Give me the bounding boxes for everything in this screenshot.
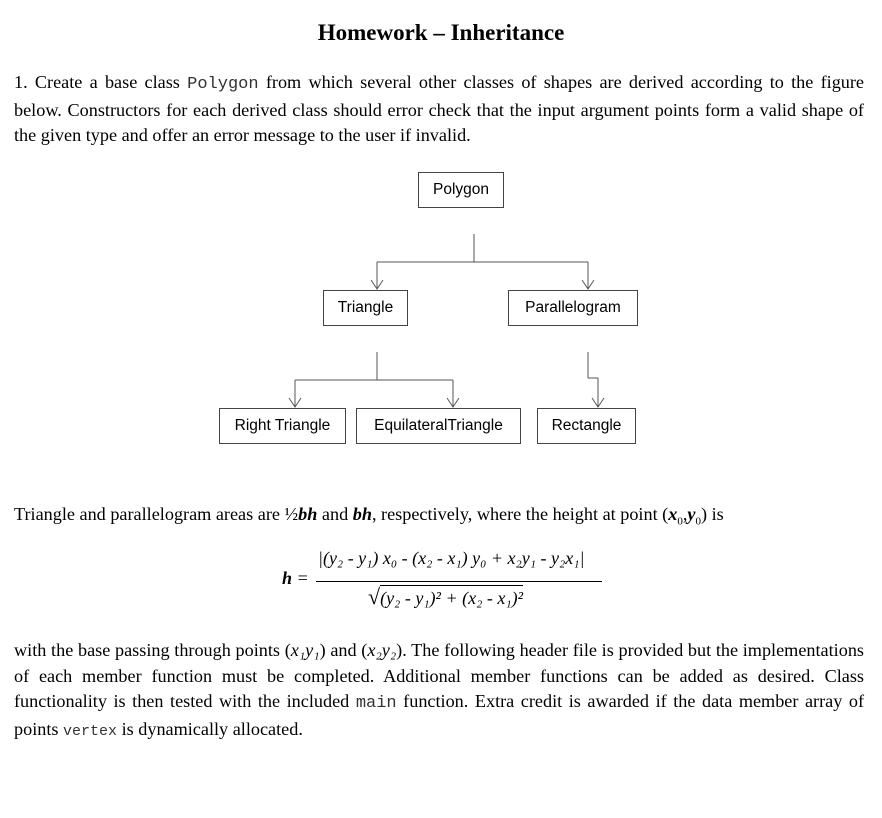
area-comma: , <box>682 504 688 524</box>
page-title: Homework – Inheritance <box>317 20 565 45</box>
fraction-bar <box>316 581 602 582</box>
height-formula <box>260 544 620 624</box>
area-description <box>14 502 864 535</box>
triangle-class-box: Triangle <box>323 290 408 326</box>
right-triangle-class-box: Right Triangle <box>219 408 346 444</box>
area-text-3: ) is <box>700 504 724 524</box>
y0-subscript: 0 <box>695 515 701 528</box>
parallelogram-class-box: Parallelogram <box>508 290 638 326</box>
formula-lhs: h = <box>282 568 309 588</box>
bh-term: bh <box>298 504 318 524</box>
y0-var: y <box>687 504 696 524</box>
polygon-class-box: Polygon <box>418 172 504 208</box>
half-symbol: ½ <box>284 504 299 524</box>
closing-text-2: ) and ( <box>319 640 368 660</box>
polygon-class-code: Polygon <box>187 75 259 94</box>
closing-text-1: with the base passing through points ( <box>14 640 291 660</box>
vertex-member-code: vertex <box>63 722 118 740</box>
sqrt-icon: √ <box>368 584 381 609</box>
point-2: x₂y₂ <box>367 640 397 660</box>
intro-prefix: 1. Create a base class <box>14 72 188 92</box>
area-and: and <box>317 504 353 524</box>
closing-text-3: ). The following header file is provided but the implementations of each member function must be completed. Additional member functions can be added as desired. Class functionality is then tested with the included <box>14 640 864 711</box>
point-1: x₁y₁ <box>290 640 320 660</box>
closing-text-5: is dynamically allocated. <box>117 718 303 739</box>
formula-numerator: |(y₂ - y₁) x₀ - (x₂ - x₁) y₀ + x₂y₁ - y₂x₁| <box>318 548 585 568</box>
area-text-2: , respectively, where the height at point ( <box>371 504 669 524</box>
area-text-1: Triangle and parallelogram areas are <box>14 504 285 524</box>
x0-subscript: 0 <box>677 515 683 528</box>
bh-term: bh <box>352 504 372 524</box>
main-function-code: main <box>355 694 397 713</box>
x0-var: x <box>668 504 678 524</box>
closing-text-4: function. Extra credit is awarded if the data member array of points <box>14 691 865 739</box>
equilateral-triangle-class-box: EquilateralTriangle <box>356 408 521 444</box>
formula-denominator: √(y₂ - y₁)² + (x₂ - x₁)² <box>368 584 523 609</box>
rectangle-class-box: Rectangle <box>537 408 636 444</box>
intro-suffix: from which several other classes of shapes are derived according to the figure below. Constructors for each derived class should error check that the input argument points form a valid shape of the given type and offer an error message to the user if invalid. <box>14 72 865 145</box>
closing-paragraph <box>14 638 864 744</box>
